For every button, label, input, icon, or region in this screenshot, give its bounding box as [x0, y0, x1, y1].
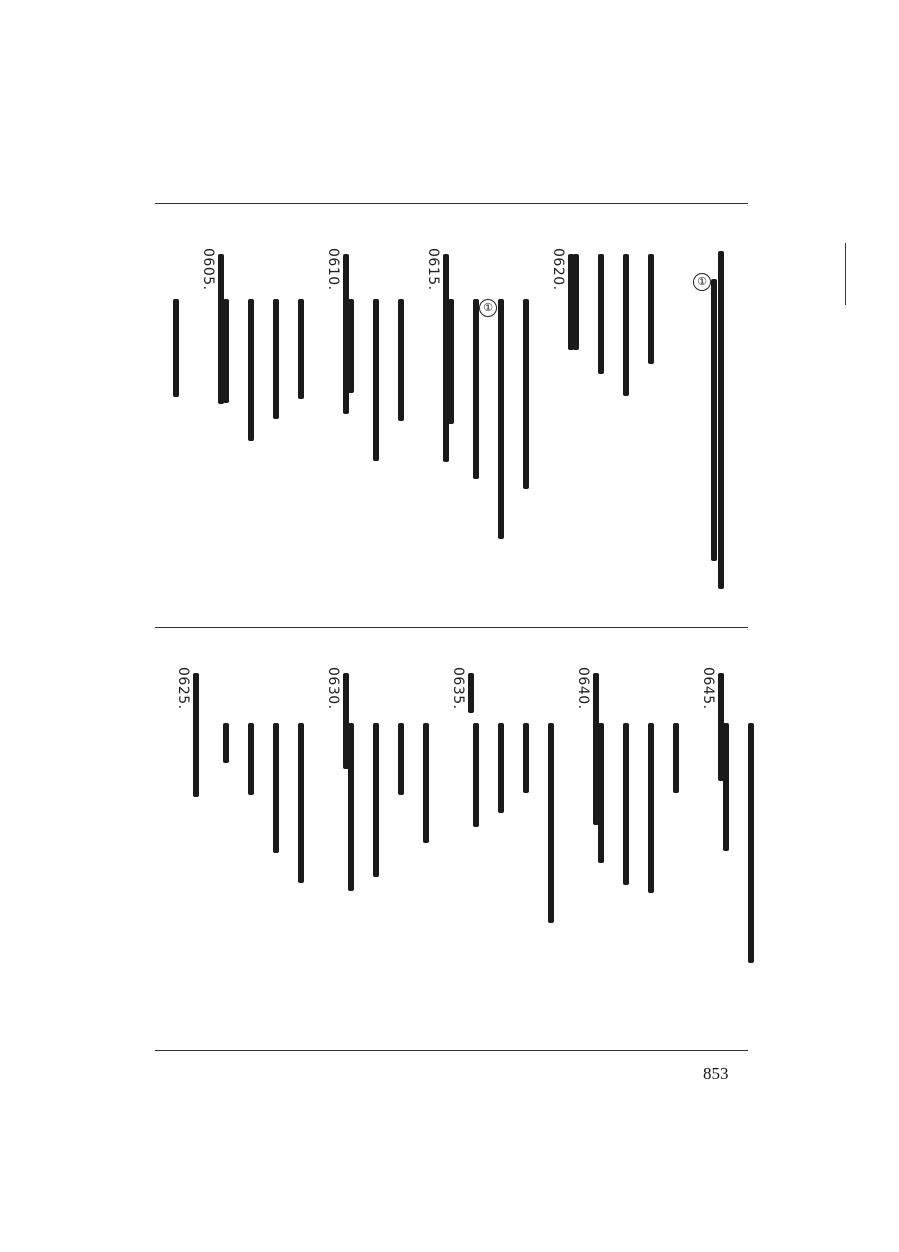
text-line	[748, 717, 770, 963]
note-reference-mark: ①	[479, 299, 497, 317]
lower-panel	[155, 627, 748, 1050]
mongolian-script-text	[298, 299, 304, 399]
text-line	[298, 717, 320, 883]
text-line	[248, 293, 270, 441]
text-line	[473, 293, 495, 479]
footnote-separator	[845, 243, 846, 305]
text-line	[648, 248, 670, 364]
mongolian-script-text	[523, 299, 529, 489]
verse-number: 0630.	[325, 667, 341, 710]
text-line	[548, 248, 570, 350]
text-line	[273, 717, 295, 853]
text-line	[398, 717, 420, 795]
page-number: 853	[703, 1064, 729, 1083]
mongolian-script-text	[248, 299, 254, 441]
mongolian-script-text	[648, 254, 654, 364]
mongolian-script-text	[498, 299, 504, 539]
mongolian-script-text	[423, 723, 429, 843]
text-line	[173, 667, 195, 797]
mongolian-script-text	[718, 251, 724, 589]
mongolian-script-text	[443, 254, 449, 462]
text-line	[548, 717, 570, 923]
mongolian-script-text	[473, 723, 479, 827]
text-line	[573, 248, 595, 350]
mongolian-script-text	[343, 673, 349, 769]
mongolian-script-text	[748, 723, 754, 963]
verse-number: 0635.	[450, 667, 466, 710]
text-line	[598, 717, 620, 863]
mongolian-script-text	[593, 673, 599, 825]
mongolian-script-text	[248, 723, 254, 795]
footnote-line-1	[718, 245, 740, 589]
mongolian-script-text	[373, 299, 379, 461]
text-line	[498, 717, 520, 813]
text-line	[573, 667, 595, 825]
mongolian-script-text	[298, 723, 304, 883]
mongolian-script-text	[193, 673, 199, 797]
footnote-line-2	[693, 273, 715, 561]
verse-number: 0610.	[325, 248, 341, 291]
verse-number: 0645.	[700, 667, 716, 710]
mongolian-script-text	[398, 299, 404, 421]
text-line	[373, 293, 395, 461]
text-line	[448, 293, 470, 424]
verse-number: 0615.	[425, 248, 441, 291]
mongolian-script-text	[218, 254, 224, 404]
verse-number: 0640.	[575, 667, 591, 710]
text-line	[498, 293, 520, 539]
footnote-marker: ①	[693, 273, 711, 291]
mongolian-script-text	[343, 254, 349, 414]
mongolian-script-text	[568, 254, 574, 350]
text-line	[323, 248, 345, 414]
text-line	[248, 717, 270, 795]
mongolian-script-text	[623, 254, 629, 396]
text-line	[348, 717, 370, 891]
mongolian-script-text	[273, 299, 279, 419]
text-line	[423, 248, 445, 462]
mongolian-script-text	[711, 279, 717, 561]
text-line	[398, 293, 420, 421]
text-line	[423, 717, 445, 843]
text-line	[598, 248, 620, 374]
text-line	[173, 293, 195, 397]
mongolian-script-text	[648, 723, 654, 893]
mongolian-script-text	[468, 673, 474, 713]
upper-panel	[155, 203, 748, 627]
text-line	[348, 293, 370, 393]
text-line	[623, 248, 645, 396]
verse-number: 0605.	[200, 248, 216, 291]
mongolian-script-text	[223, 723, 229, 763]
mongolian-script-text	[473, 299, 479, 479]
mongolian-script-text	[673, 723, 679, 793]
verse-number: 0625.	[175, 667, 191, 710]
text-line	[323, 667, 345, 769]
text-line	[473, 717, 495, 827]
text-line	[373, 717, 395, 877]
verse-number: 0620.	[550, 248, 566, 291]
mongolian-script-text	[523, 723, 529, 793]
text-line	[623, 717, 645, 885]
mongolian-script-text	[273, 723, 279, 853]
text-line	[723, 717, 745, 851]
text-line	[448, 667, 470, 713]
mongolian-script-text	[718, 673, 724, 781]
text-line	[673, 717, 695, 793]
mongolian-script-text	[373, 723, 379, 877]
text-line	[298, 293, 320, 399]
text-line	[223, 717, 245, 763]
text-line	[648, 717, 670, 893]
text-line	[273, 293, 295, 419]
text-line	[523, 717, 545, 793]
mongolian-script-text	[548, 723, 554, 923]
text-line	[223, 293, 245, 403]
text-line	[198, 248, 220, 404]
mongolian-script-text	[498, 723, 504, 813]
bottom-rule	[155, 1050, 748, 1051]
text-line	[523, 293, 545, 489]
mongolian-script-text	[398, 723, 404, 795]
mongolian-script-text	[598, 254, 604, 374]
mongolian-script-text	[173, 299, 179, 397]
text-line	[698, 667, 720, 781]
mongolian-script-text	[623, 723, 629, 885]
